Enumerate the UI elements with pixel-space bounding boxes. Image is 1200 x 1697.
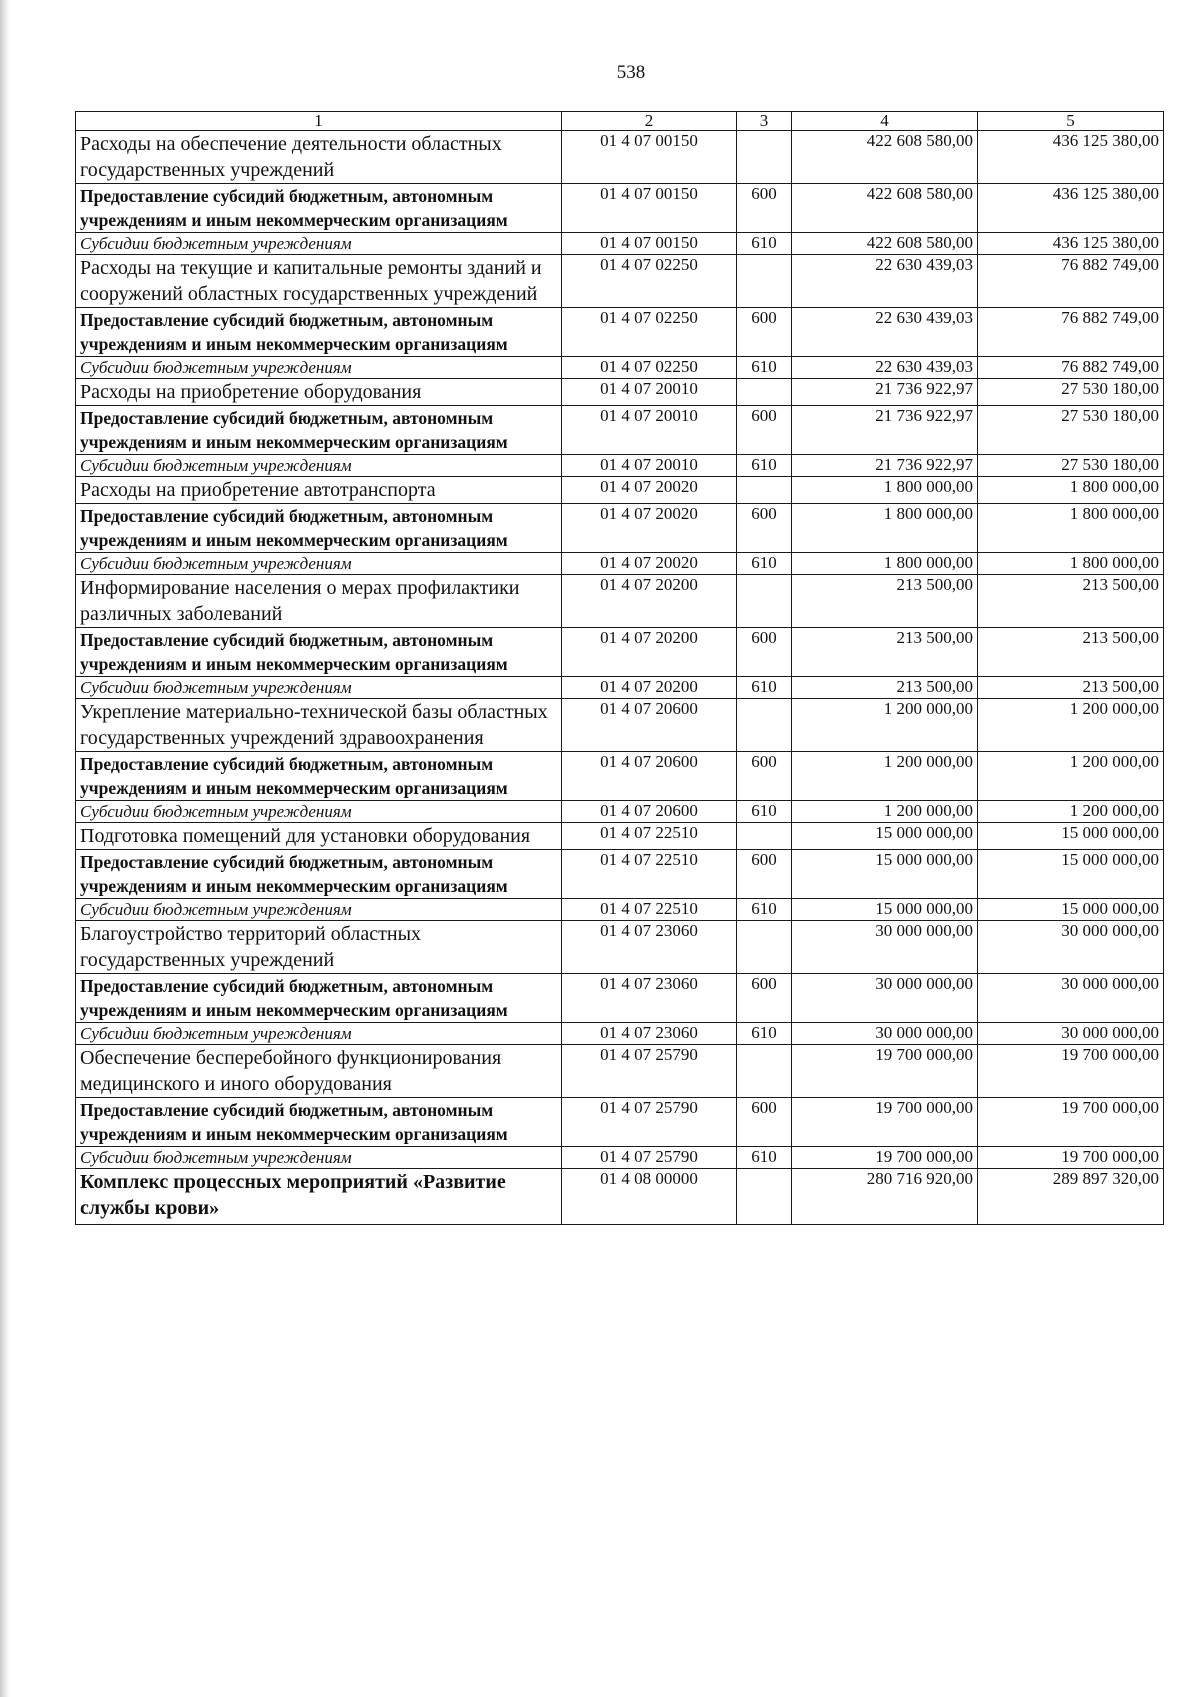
row-code-cell: 01 4 07 25790: [562, 1098, 737, 1147]
row-expense-type-cell: 600: [737, 184, 792, 233]
row-expense-type-cell: 610: [737, 1023, 792, 1045]
row-expense-type-cell: [737, 379, 792, 406]
table-row: [76, 255, 1164, 308]
table-row: [76, 699, 1164, 752]
table-row: [76, 628, 1164, 677]
row-amount-2-cell: 30 000 000,00: [978, 974, 1164, 1023]
row-amount-2-cell: 1 200 000,00: [978, 752, 1164, 801]
row-amount-1-cell: 22 630 439,03: [792, 357, 978, 379]
row-amount-1-cell: 280 716 920,00: [792, 1169, 978, 1225]
row-amount-1-cell: 15 000 000,00: [792, 850, 978, 899]
row-expense-type-cell: [737, 1169, 792, 1225]
row-amount-1-cell: 422 608 580,00: [792, 184, 978, 233]
row-code-cell: 01 4 07 20600: [562, 801, 737, 823]
row-amount-2-cell: 15 000 000,00: [978, 823, 1164, 850]
row-amount-1-cell: 213 500,00: [792, 575, 978, 628]
row-code-cell: 01 4 07 22510: [562, 899, 737, 921]
row-amount-2-cell: 30 000 000,00: [978, 921, 1164, 974]
row-name-cell: Комплекс процессных мероприятий «Развитие службы крови»: [76, 1169, 562, 1225]
row-name-cell: Предоставление субсидий бюджетным, автономным учреждениям и иным некоммерческим организациям: [76, 974, 562, 1023]
row-amount-1-cell: 1 200 000,00: [792, 801, 978, 823]
table-row: [76, 801, 1164, 823]
row-expense-type-cell: 600: [737, 752, 792, 801]
row-code-cell: 01 4 07 20020: [562, 504, 737, 553]
row-amount-2-cell: 1 200 000,00: [978, 699, 1164, 752]
row-amount-2-cell: 436 125 380,00: [978, 184, 1164, 233]
table-row: [76, 1098, 1164, 1147]
row-code-cell: 01 4 07 20010: [562, 455, 737, 477]
row-amount-1-cell: 19 700 000,00: [792, 1098, 978, 1147]
row-code-cell: 01 4 07 20600: [562, 699, 737, 752]
row-code-cell: 01 4 07 20200: [562, 628, 737, 677]
table-row: [76, 823, 1164, 850]
row-expense-type-cell: 600: [737, 628, 792, 677]
row-code-cell: 01 4 07 20200: [562, 677, 737, 699]
row-amount-1-cell: 22 630 439,03: [792, 255, 978, 308]
budget-table: [75, 111, 1164, 1225]
row-code-cell: 01 4 07 23060: [562, 1023, 737, 1045]
row-code-cell: 01 4 07 02250: [562, 308, 737, 357]
row-expense-type-cell: 600: [737, 1098, 792, 1147]
row-name-cell: Расходы на текущие и капитальные ремонты зданий и сооружений областных государственных учреждений: [76, 255, 562, 308]
page-number: 538: [616, 62, 646, 83]
table-row: [76, 406, 1164, 455]
table-row: [76, 553, 1164, 575]
row-amount-2-cell: 30 000 000,00: [978, 1023, 1164, 1045]
row-amount-1-cell: 422 608 580,00: [792, 233, 978, 255]
row-name-cell: Субсидии бюджетным учреждениям: [76, 899, 562, 921]
row-name-cell: Обеспечение бесперебойного функционирования медицинского и иного оборудования: [76, 1045, 562, 1098]
table-row: [76, 1147, 1164, 1169]
row-expense-type-cell: [737, 575, 792, 628]
row-amount-2-cell: 27 530 180,00: [978, 379, 1164, 406]
row-name-cell: Предоставление субсидий бюджетным, автономным учреждениям и иным некоммерческим организациям: [76, 850, 562, 899]
table-row: [76, 1023, 1164, 1045]
table-row: [76, 504, 1164, 553]
row-code-cell: 01 4 07 20200: [562, 575, 737, 628]
row-name-cell: Субсидии бюджетным учреждениям: [76, 801, 562, 823]
row-amount-1-cell: 1 800 000,00: [792, 504, 978, 553]
row-amount-1-cell: 15 000 000,00: [792, 823, 978, 850]
row-expense-type-cell: 610: [737, 677, 792, 699]
row-amount-2-cell: 289 897 320,00: [978, 1169, 1164, 1225]
row-name-cell: Субсидии бюджетным учреждениям: [76, 677, 562, 699]
row-name-cell: Подготовка помещений для установки оборудования: [76, 823, 562, 850]
row-name-cell: Предоставление субсидий бюджетным, автономным учреждениям и иным некоммерческим организациям: [76, 406, 562, 455]
row-expense-type-cell: 610: [737, 553, 792, 575]
table-row: [76, 752, 1164, 801]
row-amount-1-cell: 422 608 580,00: [792, 131, 978, 184]
row-expense-type-cell: [737, 921, 792, 974]
row-name-cell: Предоставление субсидий бюджетным, автономным учреждениям и иным некоммерческим организациям: [76, 184, 562, 233]
table-row: [76, 455, 1164, 477]
row-code-cell: 01 4 07 23060: [562, 921, 737, 974]
row-name-cell: Предоставление субсидий бюджетным, автономным учреждениям и иным некоммерческим организациям: [76, 1098, 562, 1147]
row-amount-2-cell: 19 700 000,00: [978, 1045, 1164, 1098]
row-name-cell: Укрепление материально-технической базы областных государственных учреждений здравоохранения: [76, 699, 562, 752]
column-header-name: 1: [76, 112, 562, 131]
row-amount-2-cell: 19 700 000,00: [978, 1098, 1164, 1147]
row-amount-1-cell: 1 200 000,00: [792, 752, 978, 801]
table-header-row: [76, 112, 1164, 131]
row-code-cell: 01 4 07 20010: [562, 379, 737, 406]
row-code-cell: 01 4 07 20600: [562, 752, 737, 801]
column-header-code: 2: [562, 112, 737, 131]
table-body: [76, 131, 1164, 1225]
row-expense-type-cell: 610: [737, 801, 792, 823]
table-row: [76, 974, 1164, 1023]
column-header-expense-type: 3: [737, 112, 792, 131]
row-code-cell: 01 4 07 25790: [562, 1045, 737, 1098]
row-amount-2-cell: 19 700 000,00: [978, 1147, 1164, 1169]
row-amount-1-cell: 1 800 000,00: [792, 477, 978, 504]
row-name-cell: Субсидии бюджетным учреждениям: [76, 1023, 562, 1045]
row-amount-2-cell: 15 000 000,00: [978, 850, 1164, 899]
row-amount-2-cell: 76 882 749,00: [978, 357, 1164, 379]
row-expense-type-cell: 600: [737, 308, 792, 357]
row-code-cell: 01 4 07 02250: [562, 255, 737, 308]
row-amount-1-cell: 30 000 000,00: [792, 1023, 978, 1045]
row-amount-1-cell: 30 000 000,00: [792, 974, 978, 1023]
table-row: [76, 1045, 1164, 1098]
row-name-cell: Информирование населения о мерах профилактики различных заболеваний: [76, 575, 562, 628]
row-amount-2-cell: 1 800 000,00: [978, 504, 1164, 553]
row-amount-1-cell: 21 736 922,97: [792, 406, 978, 455]
row-amount-2-cell: 1 800 000,00: [978, 477, 1164, 504]
scan-edge-shadow: [0, 0, 10, 1697]
row-amount-1-cell: 22 630 439,03: [792, 308, 978, 357]
row-name-cell: Субсидии бюджетным учреждениям: [76, 553, 562, 575]
row-expense-type-cell: 600: [737, 406, 792, 455]
row-name-cell: Субсидии бюджетным учреждениям: [76, 357, 562, 379]
table-row: [76, 477, 1164, 504]
row-code-cell: 01 4 07 00150: [562, 131, 737, 184]
row-expense-type-cell: 610: [737, 455, 792, 477]
row-code-cell: 01 4 07 00150: [562, 184, 737, 233]
row-name-cell: Расходы на обеспечение деятельности областных государственных учреждений: [76, 131, 562, 184]
row-code-cell: 01 4 07 22510: [562, 850, 737, 899]
row-expense-type-cell: [737, 1045, 792, 1098]
row-expense-type-cell: [737, 823, 792, 850]
row-expense-type-cell: 610: [737, 233, 792, 255]
row-name-cell: Предоставление субсидий бюджетным, автономным учреждениям и иным некоммерческим организациям: [76, 628, 562, 677]
row-expense-type-cell: 610: [737, 357, 792, 379]
column-header-amount-2: 5: [978, 112, 1164, 131]
table-row: [76, 308, 1164, 357]
row-expense-type-cell: [737, 699, 792, 752]
row-amount-2-cell: 15 000 000,00: [978, 899, 1164, 921]
table-row: [76, 379, 1164, 406]
row-amount-2-cell: 76 882 749,00: [978, 255, 1164, 308]
row-code-cell: 01 4 07 20010: [562, 406, 737, 455]
row-code-cell: 01 4 07 00150: [562, 233, 737, 255]
row-amount-2-cell: 27 530 180,00: [978, 406, 1164, 455]
table-row: [76, 131, 1164, 184]
row-amount-1-cell: 213 500,00: [792, 677, 978, 699]
row-amount-2-cell: 213 500,00: [978, 677, 1164, 699]
row-expense-type-cell: 600: [737, 850, 792, 899]
row-amount-2-cell: 436 125 380,00: [978, 131, 1164, 184]
row-name-cell: Расходы на приобретение автотранспорта: [76, 477, 562, 504]
row-expense-type-cell: 600: [737, 974, 792, 1023]
table-row: [76, 850, 1164, 899]
column-header-amount-1: 4: [792, 112, 978, 131]
row-amount-2-cell: 76 882 749,00: [978, 308, 1164, 357]
table-row: [76, 575, 1164, 628]
table-row: [76, 677, 1164, 699]
row-name-cell: Субсидии бюджетным учреждениям: [76, 1147, 562, 1169]
row-name-cell: Благоустройство территорий областных государственных учреждений: [76, 921, 562, 974]
row-expense-type-cell: [737, 477, 792, 504]
row-expense-type-cell: 610: [737, 1147, 792, 1169]
table-row: [76, 233, 1164, 255]
table-row: [76, 921, 1164, 974]
table-row: [76, 184, 1164, 233]
row-amount-1-cell: 30 000 000,00: [792, 921, 978, 974]
row-code-cell: 01 4 08 00000: [562, 1169, 737, 1225]
row-amount-2-cell: 1 800 000,00: [978, 553, 1164, 575]
row-code-cell: 01 4 07 22510: [562, 823, 737, 850]
row-amount-1-cell: 1 800 000,00: [792, 553, 978, 575]
row-amount-1-cell: 15 000 000,00: [792, 899, 978, 921]
row-amount-2-cell: 213 500,00: [978, 628, 1164, 677]
row-amount-1-cell: 19 700 000,00: [792, 1147, 978, 1169]
row-name-cell: Субсидии бюджетным учреждениям: [76, 233, 562, 255]
row-code-cell: 01 4 07 02250: [562, 357, 737, 379]
row-amount-1-cell: 213 500,00: [792, 628, 978, 677]
table-row: [76, 1169, 1164, 1225]
row-code-cell: 01 4 07 20020: [562, 477, 737, 504]
row-amount-2-cell: 436 125 380,00: [978, 233, 1164, 255]
row-amount-1-cell: 19 700 000,00: [792, 1045, 978, 1098]
row-name-cell: Предоставление субсидий бюджетным, автономным учреждениям и иным некоммерческим организациям: [76, 752, 562, 801]
row-expense-type-cell: [737, 131, 792, 184]
row-name-cell: Расходы на приобретение оборудования: [76, 379, 562, 406]
row-amount-1-cell: 21 736 922,97: [792, 379, 978, 406]
row-name-cell: Субсидии бюджетным учреждениям: [76, 455, 562, 477]
row-name-cell: Предоставление субсидий бюджетным, автономным учреждениям и иным некоммерческим организациям: [76, 504, 562, 553]
row-amount-2-cell: 213 500,00: [978, 575, 1164, 628]
row-expense-type-cell: [737, 255, 792, 308]
row-expense-type-cell: 600: [737, 504, 792, 553]
row-name-cell: Предоставление субсидий бюджетным, автономным учреждениям и иным некоммерческим организациям: [76, 308, 562, 357]
table-row: [76, 899, 1164, 921]
row-amount-1-cell: 1 200 000,00: [792, 699, 978, 752]
row-amount-1-cell: 21 736 922,97: [792, 455, 978, 477]
table-row: [76, 357, 1164, 379]
row-code-cell: 01 4 07 25790: [562, 1147, 737, 1169]
row-amount-2-cell: 27 530 180,00: [978, 455, 1164, 477]
row-amount-2-cell: 1 200 000,00: [978, 801, 1164, 823]
row-code-cell: 01 4 07 20020: [562, 553, 737, 575]
row-code-cell: 01 4 07 23060: [562, 974, 737, 1023]
row-expense-type-cell: 610: [737, 899, 792, 921]
